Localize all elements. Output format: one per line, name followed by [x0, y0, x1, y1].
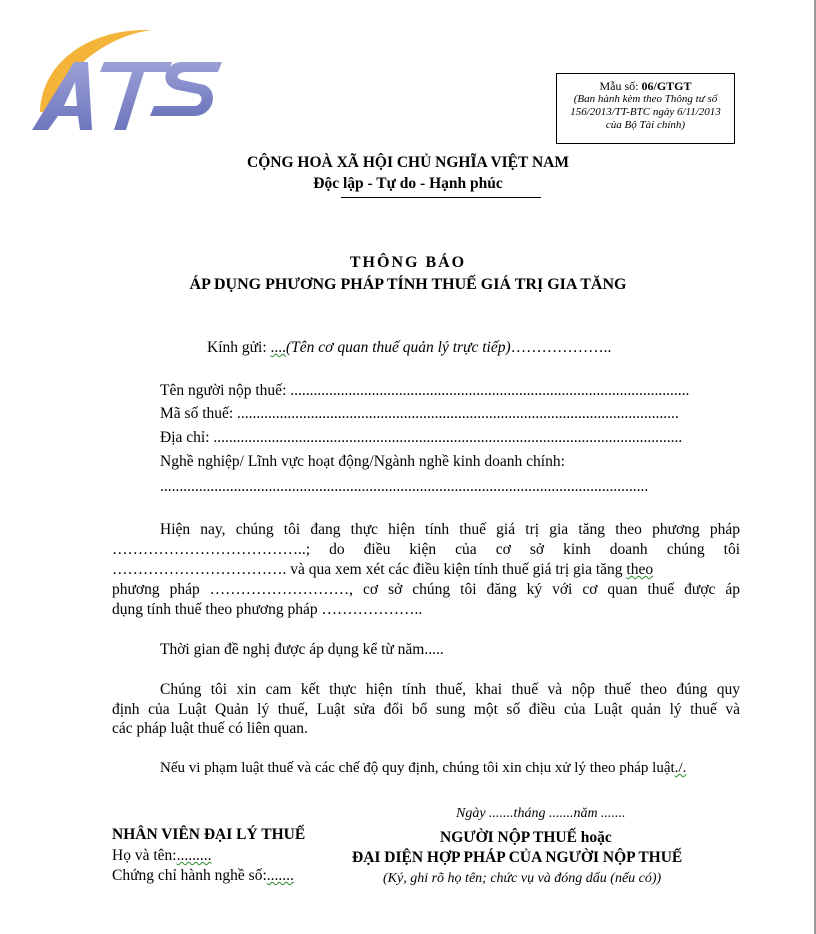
form-number-box	[556, 73, 735, 144]
form-number-prefix: Mẫu số:	[599, 79, 642, 93]
motto-underline	[341, 197, 541, 198]
paragraph-1-line-3-theo: theo	[626, 561, 654, 578]
recipient-dots-after: ………………..	[510, 339, 612, 356]
recipient-label: Kính gửi:	[207, 339, 271, 356]
form-number	[557, 80, 734, 93]
paragraph-1-line-3	[112, 561, 653, 579]
document-title: THÔNG BÁO	[349, 254, 467, 271]
agent-name	[112, 847, 211, 865]
occupation-label: Nghề nghiệp/ Lĩnh vực hoạt động/Ngành nghề kinh doanh chính:	[160, 453, 565, 470]
agent-name-label: Họ và tên:	[112, 847, 177, 864]
taxpayer-name-field: Tên người nộp thuế: .......................................................................................................	[160, 382, 690, 399]
paragraph-2: Thời gian đề nghị được áp dụng kể từ năm.....	[160, 641, 444, 658]
paragraph-1-line-2: ………………………………..; do điều kiện của cơ sở kinh doanh chúng tôi	[112, 541, 740, 558]
paragraph-4-text: Nếu vi phạm luật thuế và các chế độ quy định, chúng tôi xin chịu xử lý theo pháp luật	[160, 760, 675, 776]
form-note: (Ban hành kèm theo Thông tư số 156/2013/TT-BTC ngày 6/11/2013 của Bộ Tài chính)	[570, 93, 721, 131]
agent-name-dots: .........	[176, 847, 212, 864]
paragraph-1-line-4: phương pháp ………………………, cơ sở chúng tôi đăng ký với cơ quan thuế được áp	[112, 581, 740, 598]
agent-certificate	[112, 867, 294, 885]
agent-title: NHÂN VIÊN ĐẠI LÝ THUẾ	[112, 826, 306, 843]
tax-code-field: Mã số thuế: ..................................................................................................................	[160, 405, 679, 422]
paragraph-4-end: ./.	[674, 760, 687, 776]
form-code: 06/GTGT	[641, 79, 692, 93]
paragraph-4	[160, 760, 686, 777]
payer-representative-title: ĐẠI DIỆN HỢP PHÁP CỦA NGƯỜI NỘP THUẾ	[352, 849, 683, 866]
payer-title: NGƯỜI NỘP THUẾ hoặc	[440, 829, 612, 846]
agent-cert-dots: .......	[266, 867, 294, 884]
address-field: Địa chỉ: .........................................................................................................................	[160, 429, 683, 446]
paragraph-1-line-1: Hiện nay, chúng tôi đang thực hiện tính thuế giá trị gia tăng theo phương pháp	[160, 521, 740, 538]
national-motto: Độc lập - Tự do - Hạnh phúc	[313, 175, 503, 192]
document-subtitle: ÁP DỤNG PHƯƠNG PHÁP TÍNH THUẾ GIÁ TRỊ GIA TĂNG	[189, 276, 627, 293]
occupation-dots: ..............................................................................................................................	[160, 478, 649, 495]
recipient-dots-before: ....	[270, 339, 287, 356]
agent-cert-label: Chứng chỉ hành nghề số:	[112, 867, 267, 884]
paragraph-3-line-3: các pháp luật thuế có liên quan.	[112, 720, 308, 737]
paragraph-1-line-3-text: ……………………………. và qua xem xét các điều kiện tính thuế giá trị gia tăng	[112, 561, 627, 578]
country-name: CỘNG HOÀ XÃ HỘI CHỦ NGHĨA VIỆT NAM	[247, 154, 569, 171]
ats-logo	[22, 20, 232, 130]
paragraph-1-line-5: dụng tính thuế theo phương pháp ………………..	[112, 601, 423, 618]
paragraph-3-line-1: Chúng tôi xin cam kết thực hiện tính thuế, khai thuế và nộp thuế theo đúng quy	[160, 681, 740, 698]
recipient-line	[207, 339, 611, 357]
paragraph-3-line-2: định của Luật Quản lý thuế, Luật sửa đổi bổ sung một số điều của Luật quản lý thuế và	[112, 701, 740, 718]
date-line: Ngày .......tháng .......năm .......	[456, 806, 626, 821]
payer-signature-note: (Ký, ghi rõ họ tên; chức vụ và đóng dấu (nếu có))	[383, 871, 662, 886]
recipient-text: (Tên cơ quan thuế quản lý trực tiếp)	[286, 339, 511, 356]
